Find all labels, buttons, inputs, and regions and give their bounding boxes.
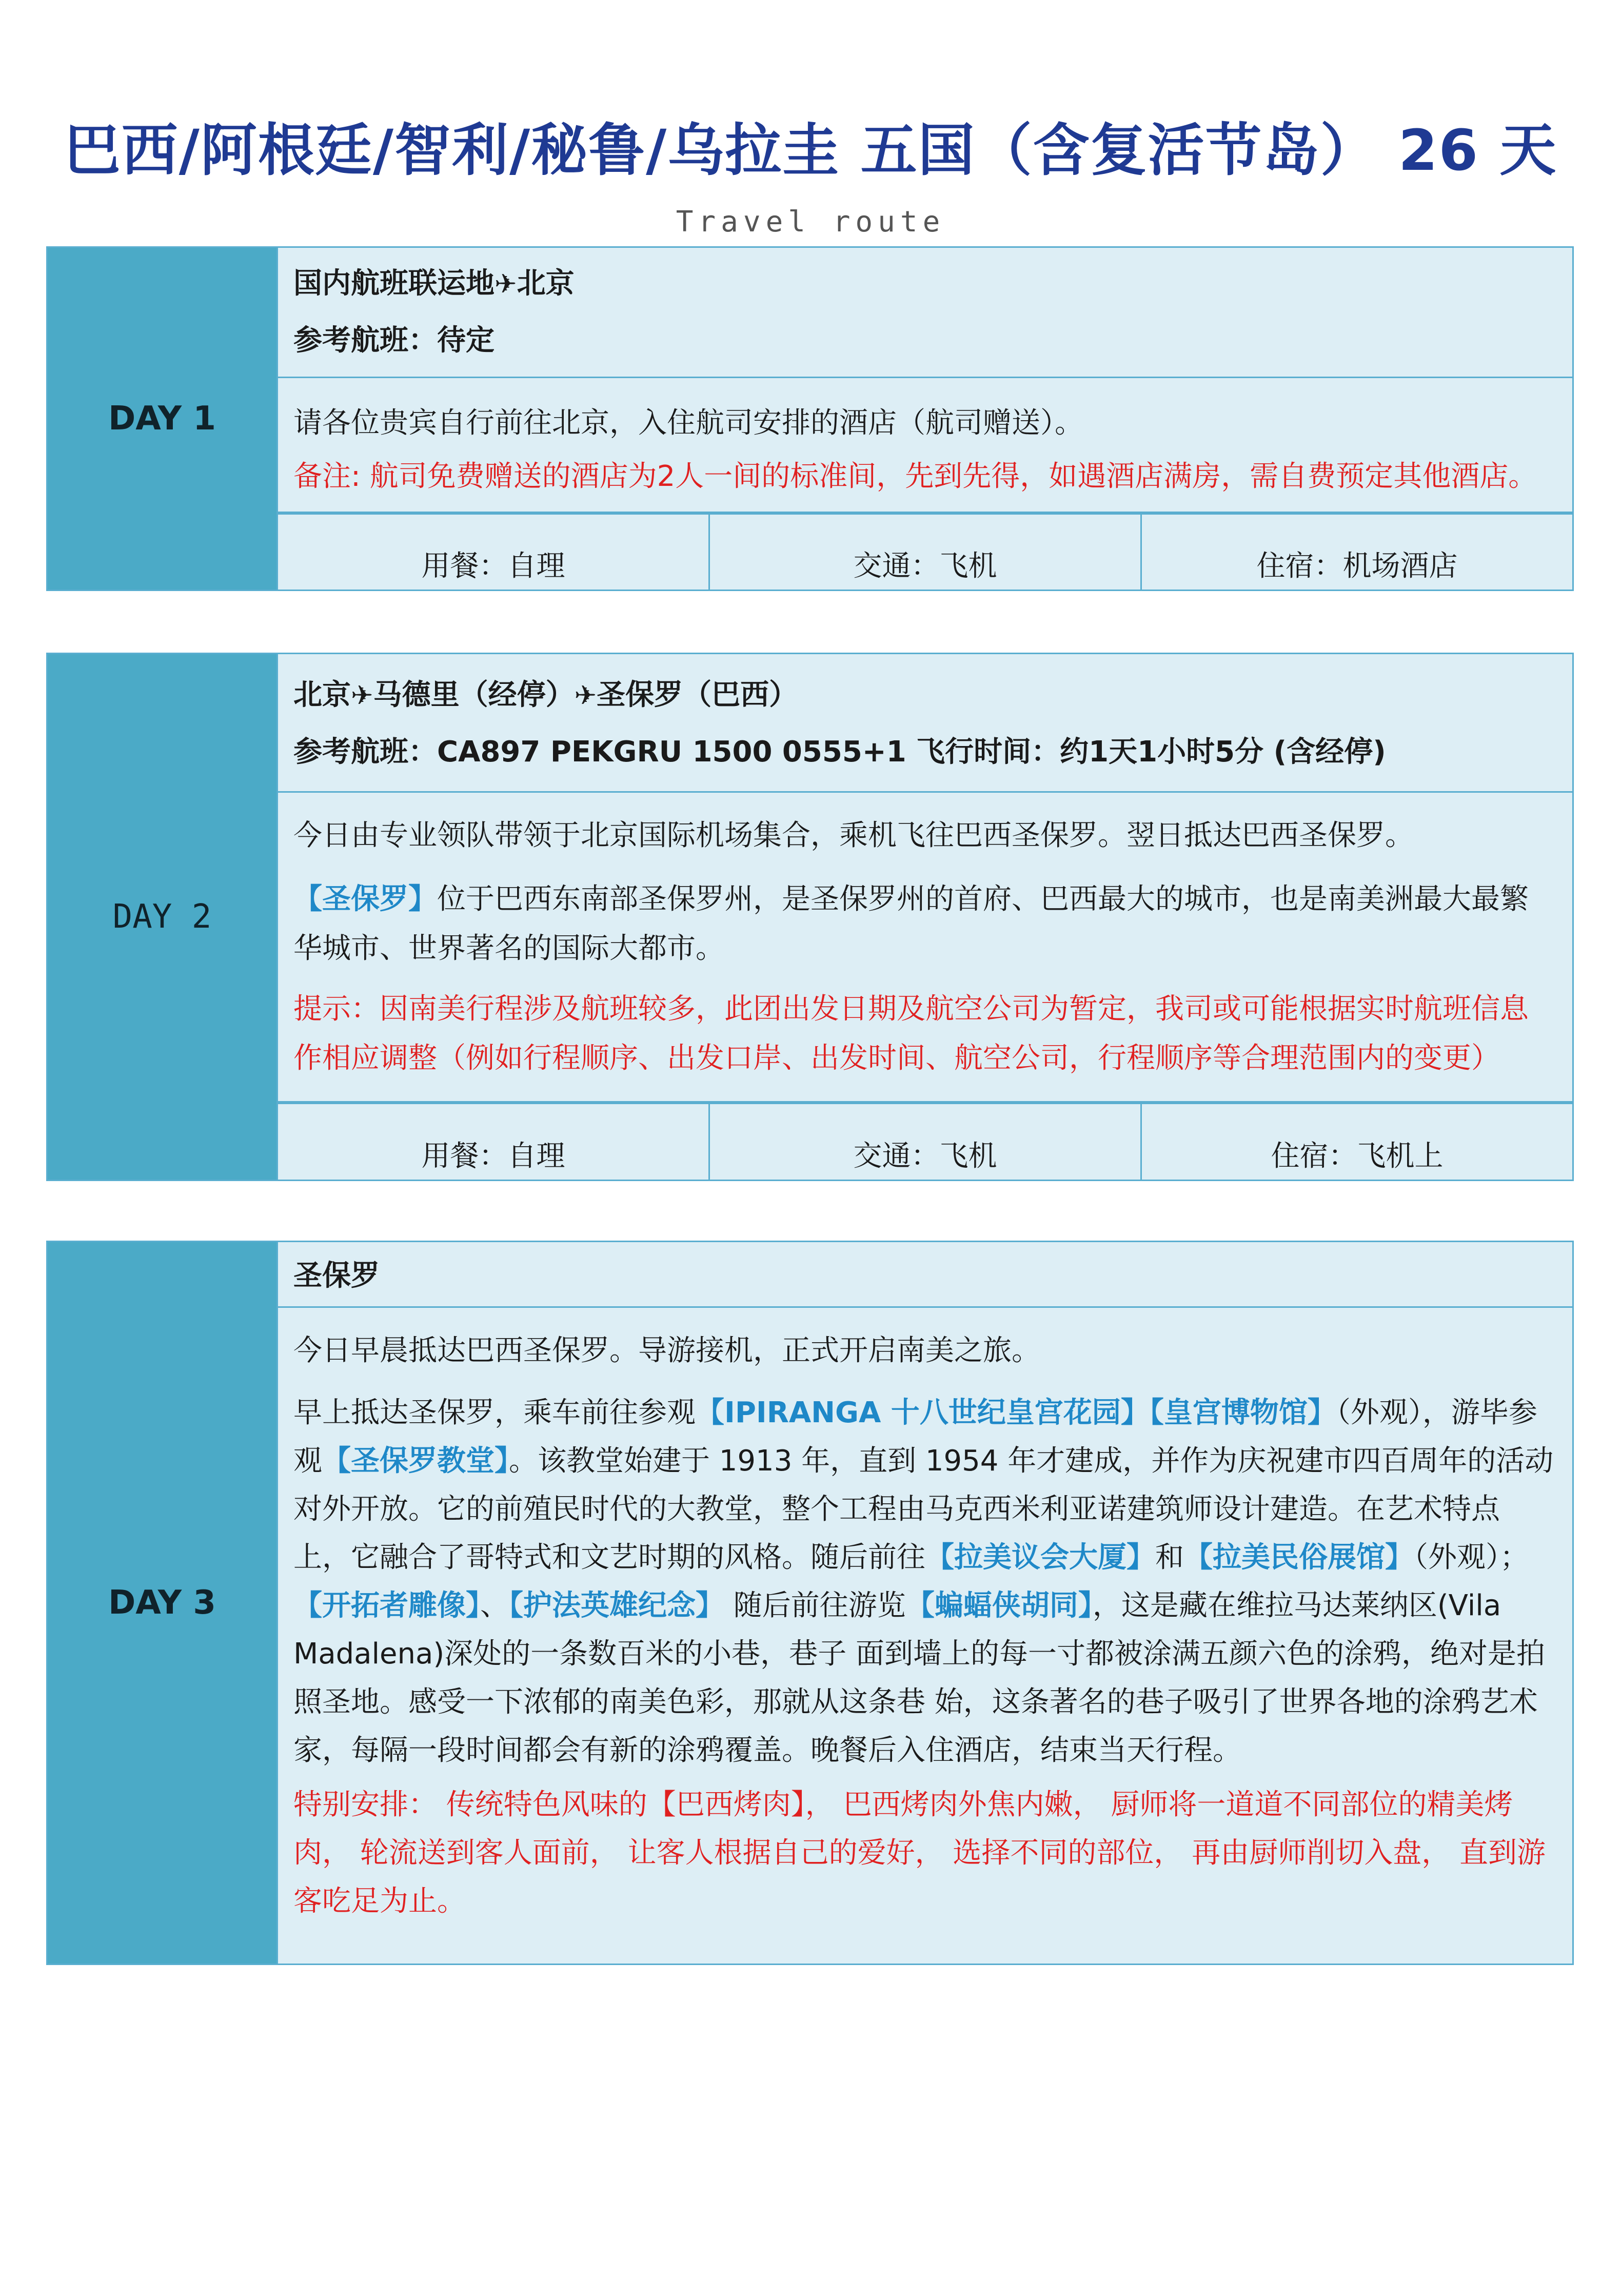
- description: 今日早晨抵达巴西圣保罗。导游接机，正式开启南美之旅。: [293, 1334, 1040, 1367]
- day-body: [276, 1242, 1572, 1964]
- desc-section: [278, 1308, 1572, 1964]
- route: 国内航班联运地✈北京: [293, 267, 575, 300]
- description: 今日由专业领队带领于北京国际机场集合，乘机飞往巴西圣保罗。翌日抵达巴西圣保罗。: [293, 819, 1414, 853]
- route: 圣保罗: [293, 1259, 380, 1292]
- route-section: [278, 654, 1572, 793]
- page-title: 巴西/阿根廷/智利/秘鲁/乌拉圭 五国（含复活节岛） 26 天: [64, 117, 1557, 183]
- meal: 用餐：自理: [278, 1104, 710, 1180]
- note: 备注: 航司免费赠送的酒店为2人一间的标准间，先到先得，如遇酒店满房，需自费预定其他酒店。: [293, 460, 1537, 494]
- day-2-card: [46, 653, 1574, 1181]
- flight-info: 参考航班：待定: [293, 324, 495, 357]
- attraction-tag: 【开拓者雕像】: [293, 1589, 480, 1622]
- note: 提示：因南美行程涉及航班较多，此团出发日期及航空公司为暂定，我司或可能根据实时航班信息作相应调整（例如行程顺序、出发口岸、出发时间、航空公司，行程顺序等合理范围内的变更）: [293, 992, 1529, 1075]
- note: 特别安排： 传统特色风味的【巴西烤肉】， 巴西烤肉外焦内嫩， 厨师将一道道不同部位的精美烤肉， 轮流送到客人面前， 让客人根据自己的爱好， 选择不同的部位， 再由厨师削切入盘， 直到游客吃足为止。: [293, 1788, 1546, 1918]
- flight-info: 参考航班：CA897 PEKGRU 1500 0555+1 飞行时间：约1天1小时5分 (含经停): [293, 735, 1386, 769]
- meta-row: [278, 513, 1572, 590]
- meta-row: [278, 1103, 1572, 1180]
- airplane-icon: ✈: [351, 680, 373, 711]
- transport: 交通：飞机: [710, 515, 1142, 590]
- transport: 交通：飞机: [710, 1104, 1142, 1180]
- airplane-icon: ✈: [495, 269, 517, 300]
- attraction-tag: 【蝙蝠侠胡同】: [905, 1589, 1093, 1622]
- attraction-tag: 【拉美议会大厦】: [925, 1541, 1155, 1574]
- day-label: DAY 2: [48, 654, 276, 1180]
- page-subtitle: Travel route: [676, 205, 945, 239]
- day-1-card: [46, 246, 1574, 591]
- city-tag: 【圣保罗】: [293, 882, 437, 916]
- attraction-tag: 【拉美民俗展馆】: [1184, 1541, 1414, 1574]
- desc-section: [278, 793, 1572, 1103]
- attraction-tag: 【圣保罗教堂】: [322, 1444, 509, 1478]
- route-section: [278, 248, 1572, 378]
- attraction-tag: 【护法英雄纪念】: [509, 1589, 724, 1622]
- hotel: 住宿：机场酒店: [1256, 550, 1458, 583]
- route-section: [278, 1242, 1572, 1308]
- day-body: [276, 654, 1572, 1180]
- day-3-card: [46, 1241, 1574, 1965]
- airplane-icon: ✈: [574, 680, 597, 711]
- city-intro: 【圣保罗】位于巴西东南部圣保罗州，是圣保罗州的首府、巴西最大的城市，也是南美洲最大最繁华城市、世界著名的国际大都市。: [293, 882, 1529, 966]
- day-label: DAY 1: [48, 248, 276, 590]
- desc-section: [278, 378, 1572, 513]
- attraction-tag: 【IPIRANGA 十八世纪皇宫花园】【皇宫博物馆】: [696, 1396, 1336, 1429]
- day-label: DAY 3: [48, 1242, 276, 1964]
- meal: 用餐：自理: [278, 515, 710, 590]
- day-body: [276, 248, 1572, 590]
- route: 北京✈马德里（经停）✈圣保罗（巴西）: [293, 678, 798, 712]
- itinerary-detail: 早上抵达圣保罗，乘车前往参观【IPIRANGA 十八世纪皇宫花园】【皇宫博物馆】（外观），游毕参观【圣保罗教堂】。该教堂始建于 1913 年，直到 1954 年才建成，并作为庆祝建市四百周年的活动对外开放。它的前殖民时代的大教堂，整个工程由马克西米利亚诺建筑师设计建造。在艺术特点上，它融合了哥特式和文艺时期的风格。随后前往【拉美议会大厦】和【拉美民俗展馆】（外观）；【开拓者雕像】、【护法英雄纪念】 随后前往游览【蝙蝠侠胡同】，这是藏在维拉马达莱纳区(Vila Madalena)深处的一条数百米的小巷，巷子 面到墙上的每一寸都被涂满五颜六色的涂鸦，绝对是拍照圣地。感受一下浓郁的南美色彩，那就从这条巷 始，这条著名的巷子吸引了世界各地的涂鸦艺术家，每隔一段时间都会有新的涂鸦覆盖。晚餐后入住酒店，结束当天行程。: [293, 1396, 1554, 1767]
- hotel: 住宿：飞机上: [1271, 1140, 1444, 1173]
- description: 请各位贵宾自行前往北京，入住航司安排的酒店（航司赠送）。: [293, 406, 1083, 440]
